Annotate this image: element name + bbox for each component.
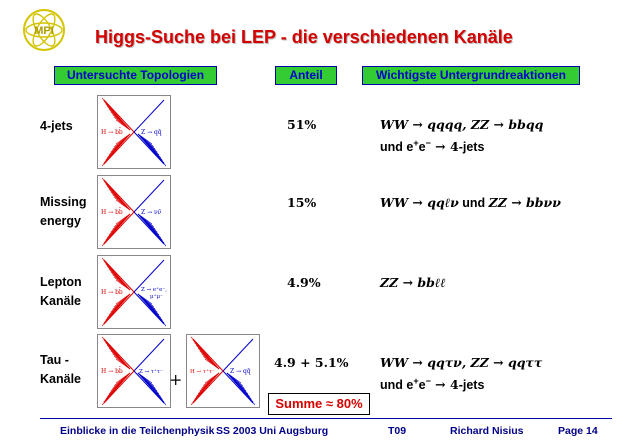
- jet-track: [134, 212, 164, 244]
- header-topologies: Untersuchte Topologien: [54, 66, 217, 85]
- row-label-lepton: [40, 273, 82, 311]
- jet-track: [104, 212, 134, 244]
- z-decay-label: Z → qq̄: [141, 129, 162, 136]
- jet-track: [104, 260, 134, 292]
- share-value: 4.9%: [287, 275, 321, 290]
- background-reaction: [380, 115, 543, 157]
- row-label-line: Kanäle: [40, 294, 81, 308]
- logo-text: MPI: [34, 25, 54, 37]
- h-decay-label: H → bb̄: [101, 209, 123, 216]
- jet-track: [134, 100, 164, 132]
- jet-diagram-svg: [98, 96, 170, 168]
- background-reaction: ZZ → bbℓℓ: [380, 275, 446, 290]
- jet-track: [134, 371, 164, 403]
- feynman-diagram: [97, 334, 171, 408]
- footer-course: Einblicke in die Teilchenphysik: [60, 425, 215, 437]
- jet-track: [104, 132, 134, 164]
- h-decay-label: H → τ⁺τ⁻: [190, 369, 215, 375]
- jet-diagram-svg: [98, 335, 170, 407]
- background-reaction: [380, 353, 542, 395]
- header-backgrounds: Wichtigste Untergrundreaktionen: [362, 66, 580, 85]
- h-decay-label: H → bb̄: [101, 368, 123, 375]
- jet-diagram-svg: [98, 256, 170, 328]
- row-label-tau: [40, 351, 81, 389]
- jet-track: [104, 371, 134, 403]
- share-value: 4.9 + 5.1%: [274, 355, 349, 370]
- reaction-sub: und e+e− → 4-jets: [380, 376, 485, 393]
- feynman-diagram: [186, 334, 260, 408]
- row-label-line: Kanäle: [40, 372, 81, 386]
- footer-author: Richard Nisius: [450, 425, 524, 437]
- row-label-line: energy: [40, 214, 81, 228]
- jet-diagram-svg: [98, 176, 170, 248]
- jet-track: [223, 339, 253, 371]
- jet-track: [134, 132, 164, 164]
- z-decay-label-2: μ⁺μ⁻: [150, 294, 163, 300]
- plus-sign: +: [169, 370, 183, 389]
- jet-track: [193, 371, 223, 403]
- sum-box: Summe ≈ 80%: [268, 393, 370, 415]
- share-value: 51%: [287, 117, 317, 132]
- h-decay-label: H → bb̄: [101, 289, 123, 296]
- footer-page: Page 14: [558, 425, 598, 437]
- jet-track: [104, 339, 134, 371]
- footer-divider: [40, 418, 612, 419]
- row-label-line: Missing: [40, 195, 87, 209]
- jet-track: [104, 100, 134, 132]
- jet-track: [193, 339, 223, 371]
- jet-track: [223, 371, 253, 403]
- reaction-main: WW → qqqq, ZZ → bbqq: [380, 117, 544, 132]
- header-share: Anteil: [275, 66, 337, 85]
- row-label-4jets: [40, 117, 73, 136]
- h-decay-label: H → bb̄: [101, 129, 123, 136]
- z-decay-label: Z → e⁺e⁻,: [141, 287, 167, 293]
- row-label-line: Tau -: [40, 353, 69, 367]
- footer-term: SS 2003 Uni Augsburg: [216, 425, 329, 437]
- jet-track: [104, 180, 134, 212]
- jet-track: [134, 180, 164, 212]
- z-decay-label: Z → qq̄: [230, 368, 251, 375]
- jet-diagram-svg: [187, 335, 259, 407]
- row-label-line: 4-jets: [40, 119, 73, 133]
- share-value: 15%: [287, 195, 317, 210]
- z-decay-label: Z → νν̄: [141, 209, 162, 216]
- background-reaction: WW → qqℓν und ZZ → bbνν: [380, 195, 561, 210]
- footer-code: T09: [388, 425, 407, 437]
- atom-logo-icon: [22, 8, 66, 52]
- jet-track: [134, 339, 164, 371]
- reaction-sub: und e+e− → 4-jets: [380, 138, 485, 155]
- row-label-missing-energy: [40, 193, 87, 231]
- feynman-diagram: [97, 95, 171, 169]
- z-decay-label: Z → τ⁺τ⁻: [139, 369, 163, 375]
- page-title: Higgs-Suche bei LEP - die verschiedenen Kanäle: [95, 27, 513, 47]
- jet-track: [104, 292, 134, 324]
- feynman-diagram: [97, 255, 171, 329]
- reaction-main: WW → qqτν, ZZ → qqττ: [380, 355, 543, 370]
- row-label-line: Lepton: [40, 275, 82, 289]
- feynman-diagram: [97, 175, 171, 249]
